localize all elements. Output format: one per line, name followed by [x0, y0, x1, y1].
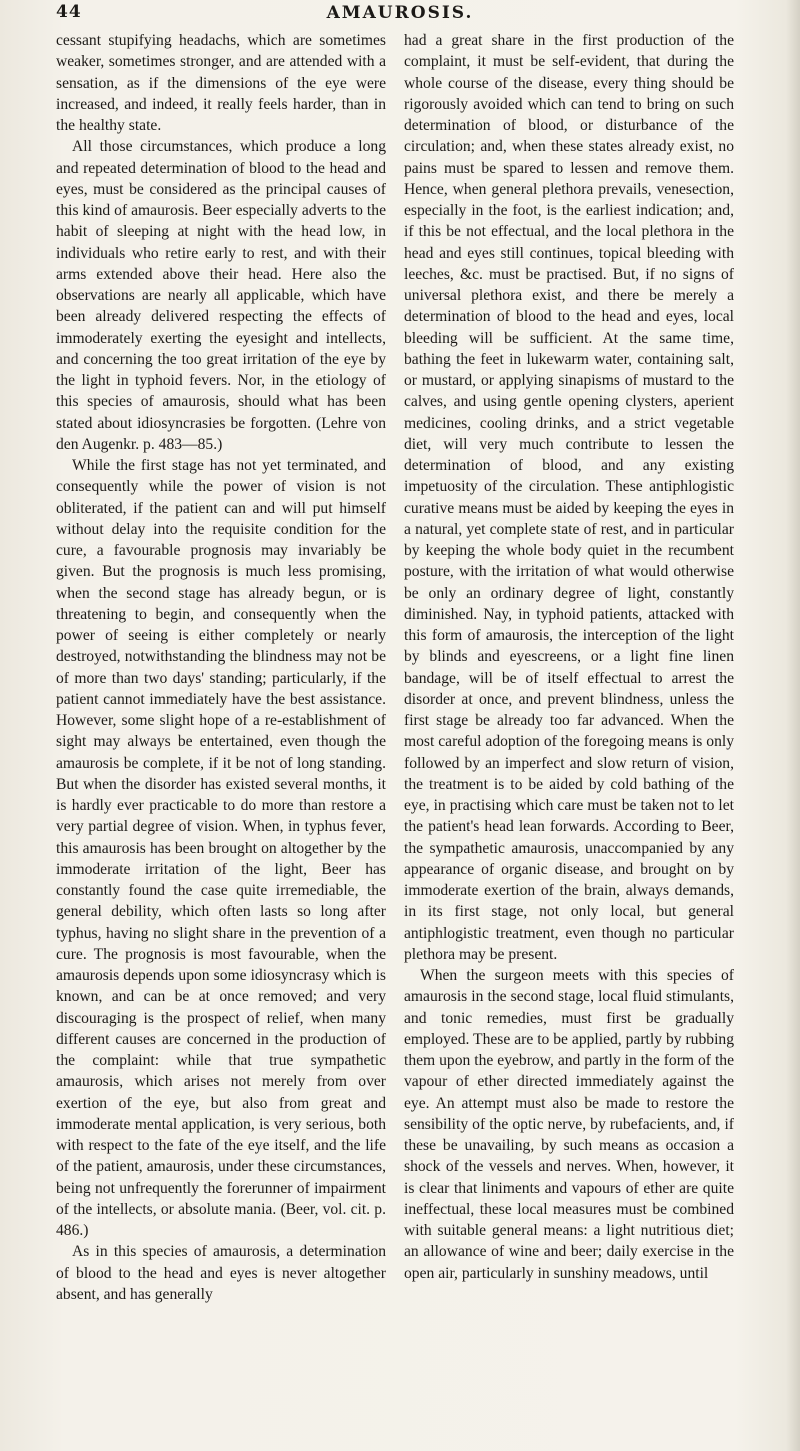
paragraph: While the first stage has not yet terminated, and consequently while the power of vision is not obliterated, if the patient can and will put himself without delay into the requisite condition for the cure, a favourable prognosis may invariably be given. But the prognosis is much less promising, when the second stage has already begun, or is threatening to begin, and consequently when the power of seeing is either completely or nearly destroyed, notwithstanding the blindness may not be of more than two days' standing; particularly, if the patient cannot immediately have the best assistance. However, some slight hope of a re-establishment of sight may always be entertained, even though the amaurosis be complete, if it be not of long standing. But when the disorder has existed several months, it is hardly ever practicable to do more than restore a very partial degree of vision. When, in typhus fever, this amaurosis has been brought on altogether by the immoderate irritation of the light, Beer has constantly found the case quite irremediable, the general debility, which often lasts so long after typhus, having no slight share in the prevention of a cure. The prognosis is most favourable, when the amaurosis depends upon some idiosyncrasy which is known, and can be at once removed; and very discouraging is the prospect of relief, when many different causes are concerned in the production of the complaint: while that true sympathetic amaurosis, which arises not merely from over exertion of the eye, but also from great and immoderate mental application, is very serious, both with respect to the fate of the eye itself, and the life of the patient, amaurosis, under these circumstances, being not unfrequently the forerunner of impairment of the intellects, or absolute mania. (Beer, vol. cit. p. 486.) [56, 457, 386, 1239]
running-head [0, 0, 800, 30]
running-title: AMAUROSIS. [326, 3, 474, 23]
paragraph: All those circumstances, which produce a long and repeated determination of blood to the head and eyes, must be considered as the principal causes of this kind of amaurosis. Beer especially adverts to the habit of sleeping at night with the head low, in individuals who retire early to rest, and with their arms extended above their head. Here also the observations are nearly all applicable, which have been already delivered respecting the effects of immoderately exerting the eyesight and intellects, and concerning the too great irritation of the eye by the light in typhoid fevers. Nor, in the etiology of this species of amaurosis, should what has been stated about idiosyncrasies be forgotten. (Lehre von den Augenkr. p. 483—85.) [56, 138, 386, 453]
page-number: 44 [56, 2, 82, 22]
page-edge-shadow [786, 0, 800, 1451]
left-column [56, 30, 386, 1305]
paragraph: cessant stupifying headachs, which are sometimes weaker, sometimes stronger, and are attended with a sensation, as if the dimensions of the eye were increased, and indeed, it really feels harder, than in the healthy state. [56, 32, 386, 134]
paragraph: As in this species of amaurosis, a determination of blood to the head and eyes is never altogether absent, and has generally [56, 1243, 386, 1303]
paragraph: When the surgeon meets with this species of amaurosis in the second stage, local fluid stimulants, and tonic remedies, must first be gradually employed. These are to be applied, partly by rubbing them upon the eyebrow, and partly in the form of the vapour of ether directed immediately against the eye. An attempt must also be made to restore the sensibility of the optic nerve, by rubefacients, and, if these be unavailing, by such means as occasion a shock of the vessels and nerves. When, however, it is clear that liniments and vapours of ether are quite ineffectual, these local measures must be combined with suitable general means: a light nutritious diet; an allowance of wine and beer; daily exercise in the open air, particularly in sunshiny meadows, until [404, 967, 734, 1282]
paragraph: had a great share in the first production of the complaint, it must be self-evident, that during the whole course of the disease, every thing should be rigorously avoided which can tend to bring on such determination of blood, or disturbance of the circulation; and, when these states already exist, no pains must be spared to lessen and remove them. Hence, when general plethora prevails, venesection, especially in the foot, is the earliest indication; and, if this be not effectual, and the local plethora in the head and eyes still continues, topical bleeding with leeches, &c. must be practised. But, if no signs of universal plethora exist, and there be merely a determination of blood to the head and eyes, local bleeding will be sufficient. At the same time, bathing the feet in lukewarm water, containing salt, or mustard, or applying sinapisms of mustard to the calves, and using gentle opening clysters, aperient medicines, cooling drinks, and a strict vegetable diet, will very much contribute to lessen the determination of blood, and any existing impetuosity of the circulation. These antiphlogistic curative means must be aided by keeping the eyes in a natural, yet complete state of rest, and in particular by keeping the whole body quiet in the recumbent posture, with the irritation of what would otherwise be only an ordinary degree of light, constantly diminished. Nay, in typhoid patients, attacked with this form of amaurosis, the interception of the light by blinds and eyescreens, or a light fine linen bandage, will be of itself effectual to arrest the disorder at once, and prevent blindness, unless the first stage be already too far advanced. When the most careful adoption of the foregoing means is only followed by an imperfect and slow return of vision, the treatment is to be aided by cold bathing of the eye, in practising which care must be taken not to let the patient's head lean forwards. According to Beer, the sympathetic amaurosis, unaccompanied by any appearance of organic disease, and brought on by immoderate exertion of the brain, always demands, in its first stage, not only local, but general antiphlogistic treatment, even though no particular plethora may be present. [404, 32, 734, 963]
right-column [404, 30, 734, 1284]
